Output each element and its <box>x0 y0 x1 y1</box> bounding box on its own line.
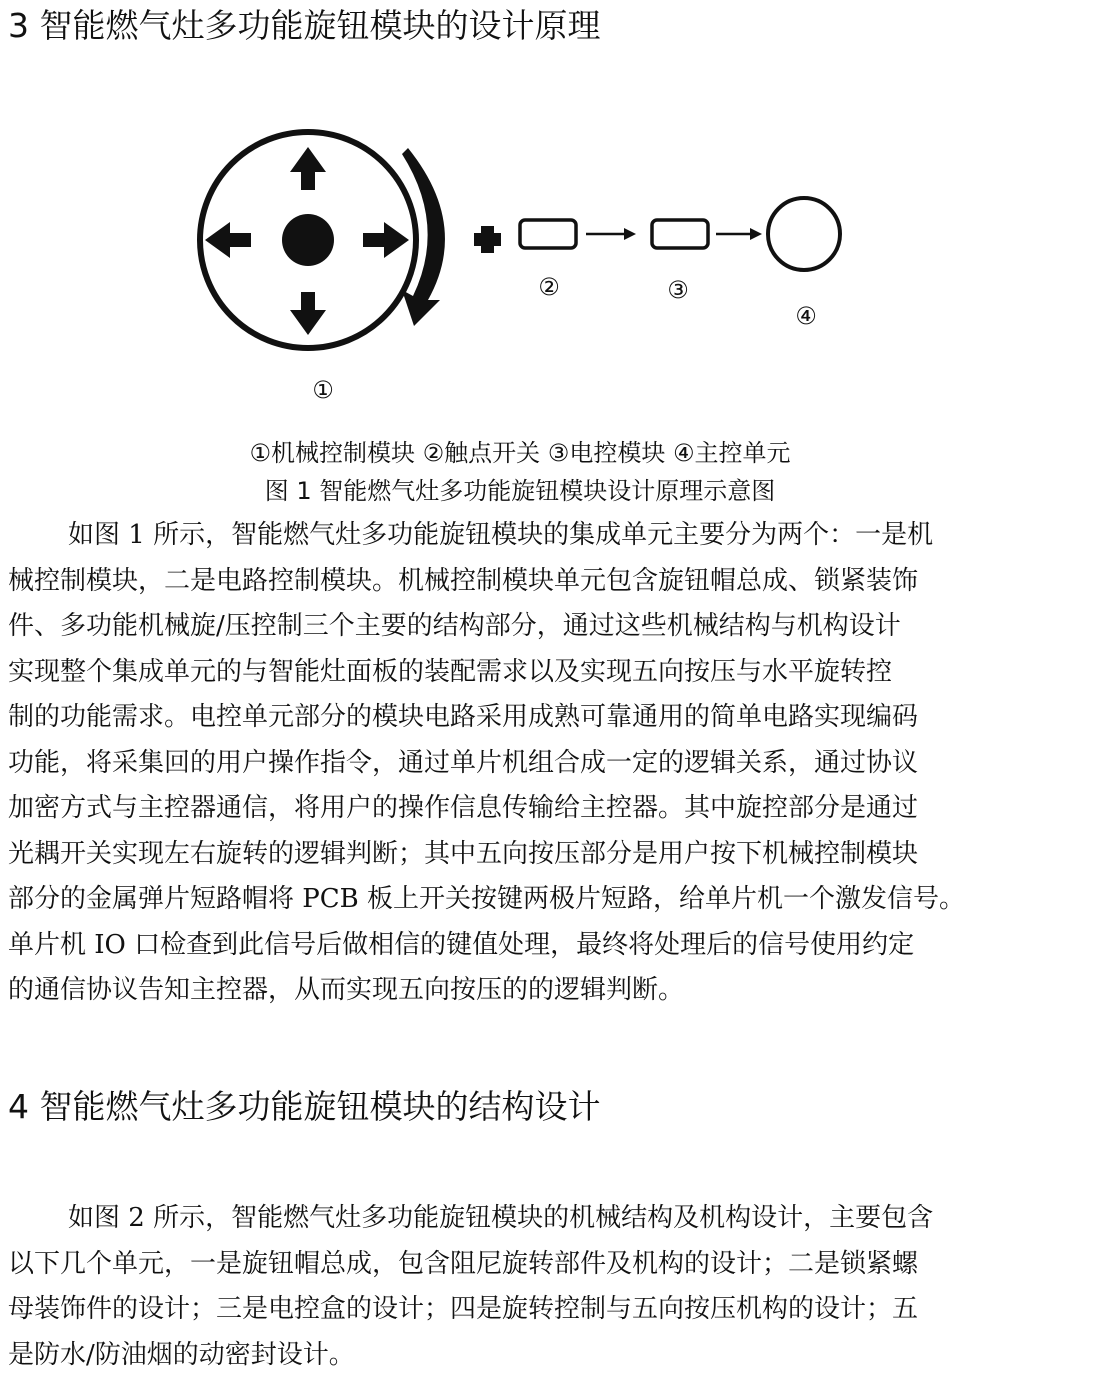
paragraph-line: 械控制模块，二是电路控制模块。机械控制模块单元包含旋钮帽总成、锁紧装饰 <box>8 559 1088 605</box>
right-arrow-icon <box>363 222 409 258</box>
paragraph-line: 是防水/防油烟的动密封设计。 <box>8 1333 1088 1378</box>
marker-2: ② <box>538 273 560 301</box>
paragraph-line: 光耦开关实现左右旋转的逻辑判断；其中五向按压部分是用户按下机械控制模块 <box>8 832 1088 878</box>
left-arrow-icon <box>205 222 251 258</box>
paragraph-1 <box>8 513 1088 1014</box>
paragraph-2 <box>8 1196 1088 1378</box>
paragraph-line: 功能，将采集回的用户操作指令，通过单片机组合成一定的逻辑关系，通过协议 <box>8 741 1088 787</box>
paragraph-line: 母装饰件的设计；三是电控盒的设计；四是旋转控制与五向按压机构的设计；五 <box>8 1287 1088 1333</box>
arrow-to-electric-control-icon <box>586 228 636 240</box>
rotation-arrow-icon <box>402 148 445 326</box>
plus-icon <box>474 226 501 253</box>
down-arrow-icon <box>290 292 326 335</box>
paragraph-line: 的通信协议告知主控器，从而实现五向按压的的逻辑判断。 <box>8 968 1088 1014</box>
electric-control-module-box <box>652 220 708 248</box>
figure-1-diagram <box>0 120 1100 410</box>
marker-4: ④ <box>795 302 817 330</box>
paragraph-line: 加密方式与主控器通信，将用户的操作信息传输给主控器。其中旋控部分是通过 <box>8 786 1088 832</box>
contact-switch-box <box>520 220 576 248</box>
marker-3: ③ <box>667 276 689 304</box>
paragraph-line: 实现整个集成单元的与智能灶面板的装配需求以及实现五向按压与水平旋转控 <box>8 650 1088 696</box>
arrow-to-main-control-icon <box>716 228 762 240</box>
knob-center-dot <box>282 214 334 266</box>
paragraph-line: 件、多功能机械旋/压控制三个主要的结构部分，通过这些机械结构与机构设计 <box>8 604 1088 650</box>
paragraph-line: 如图 2 所示，智能燃气灶多功能旋钮模块的机械结构及机构设计，主要包含 <box>8 1196 1088 1242</box>
paragraph-line: 以下几个单元，一是旋钮帽总成，包含阻尼旋转部件及机构的设计；二是锁紧螺 <box>8 1242 1088 1288</box>
section-3-heading: 3 智能燃气灶多功能旋钮模块的设计原理 <box>8 6 601 46</box>
paragraph-line: 部分的金属弹片短路帽将 PCB 板上开关按键两极片短路，给单片机一个激发信号。 <box>8 877 1088 923</box>
paragraph-line: 如图 1 所示，智能燃气灶多功能旋钮模块的集成单元主要分为两个：一是机 <box>8 513 1088 559</box>
up-arrow-icon <box>290 147 326 190</box>
figure-1-caption: 图 1 智能燃气灶多功能旋钮模块设计原理示意图 <box>0 475 1040 507</box>
figure-1-legend: ①机械控制模块 ②触点开关 ③电控模块 ④主控单元 <box>0 437 1040 469</box>
main-control-unit-circle <box>768 198 840 270</box>
mechanical-control-module-knob <box>200 132 416 348</box>
paragraph-line: 制的功能需求。电控单元部分的模块电路采用成熟可靠通用的简单电路实现编码 <box>8 695 1088 741</box>
marker-1: ① <box>312 376 334 404</box>
paragraph-line: 单片机 IO 口检查到此信号后做相信的键值处理，最终将处理后的信号使用约定 <box>8 923 1088 969</box>
section-4-heading: 4 智能燃气灶多功能旋钮模块的结构设计 <box>8 1087 601 1127</box>
